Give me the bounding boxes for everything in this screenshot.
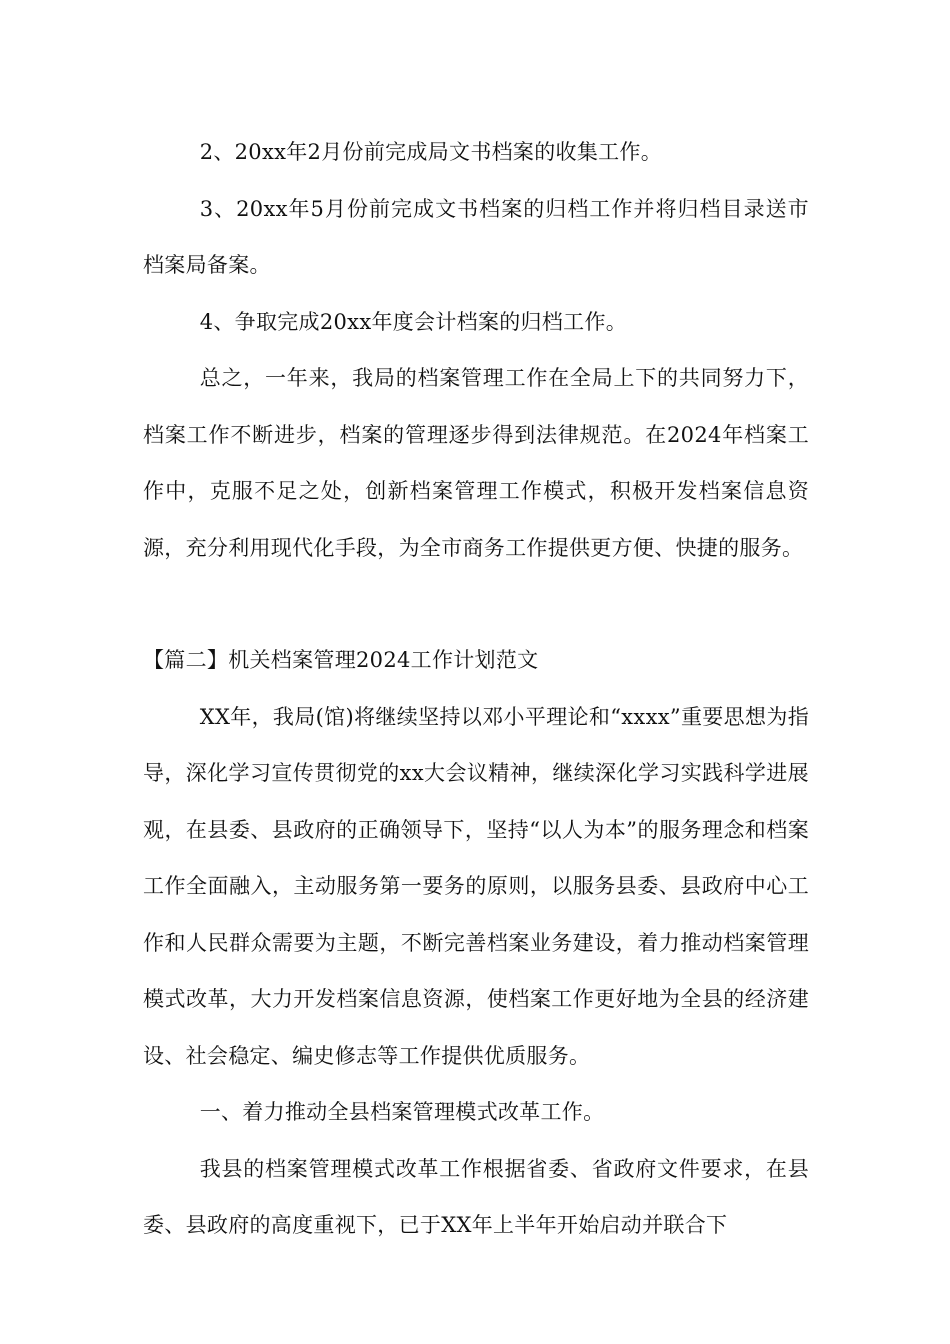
paragraph-reform: 我县的档案管理模式改革工作根据省委、省政府文件要求，在县委、县政府的高度重视下，已于XX年上半年开始启动并联合下 <box>143 1156 809 1237</box>
section-spacer <box>143 576 809 632</box>
paragraph-intro: XX年，我局(馆)将继续坚持以邓小平理论和“xxxx”重要思想为指导，深化学习宣传贯彻党的xx大会议精神，继续深化学习实践科学进展观，在县委、县政府的正确领导下，坚持“以人为本”的服务理念和档案工作全面融入，主动服务第一要务的原则，以服务县委、县政府中心工作和人民群众需要为主题，不断完善档案业务建设，着力推动档案管理模式改革，大力开发档案信息资源，使档案工作更好地为全县的经济建设、社会稳定、编史修志等工作提供优质服务。 <box>143 704 809 1068</box>
paragraph-item-2: 2、20xx年2月份前完成局文书档案的收集工作。 <box>199 140 663 164</box>
document-body <box>143 124 809 1254</box>
paragraph-item-4: 4、争取完成20xx年度会计档案的归档工作。 <box>199 309 628 334</box>
paragraph-subheading-1: 一、着力推动全县档案管理模式改革工作。 <box>199 1100 605 1124</box>
paragraph-summary: 总之，一年来，我局的档案管理工作在全局上下的共同努力下，档案工作不断进步，档案的管理逐步得到法律规范。在2024年档案工作中，克服不足之处，创新档案管理工作模式，积极开发档案信息资源，充分利用现代化手段，为全市商务工作提供更方便、快捷的服务。 <box>143 366 809 560</box>
paragraph-item-3: 3、20xx年5月份前完成文书档案的归档工作并将归档目录送市档案局备案。 <box>143 196 809 277</box>
section-title: 【篇二】机关档案管理2024工作计划范文 <box>143 648 539 672</box>
